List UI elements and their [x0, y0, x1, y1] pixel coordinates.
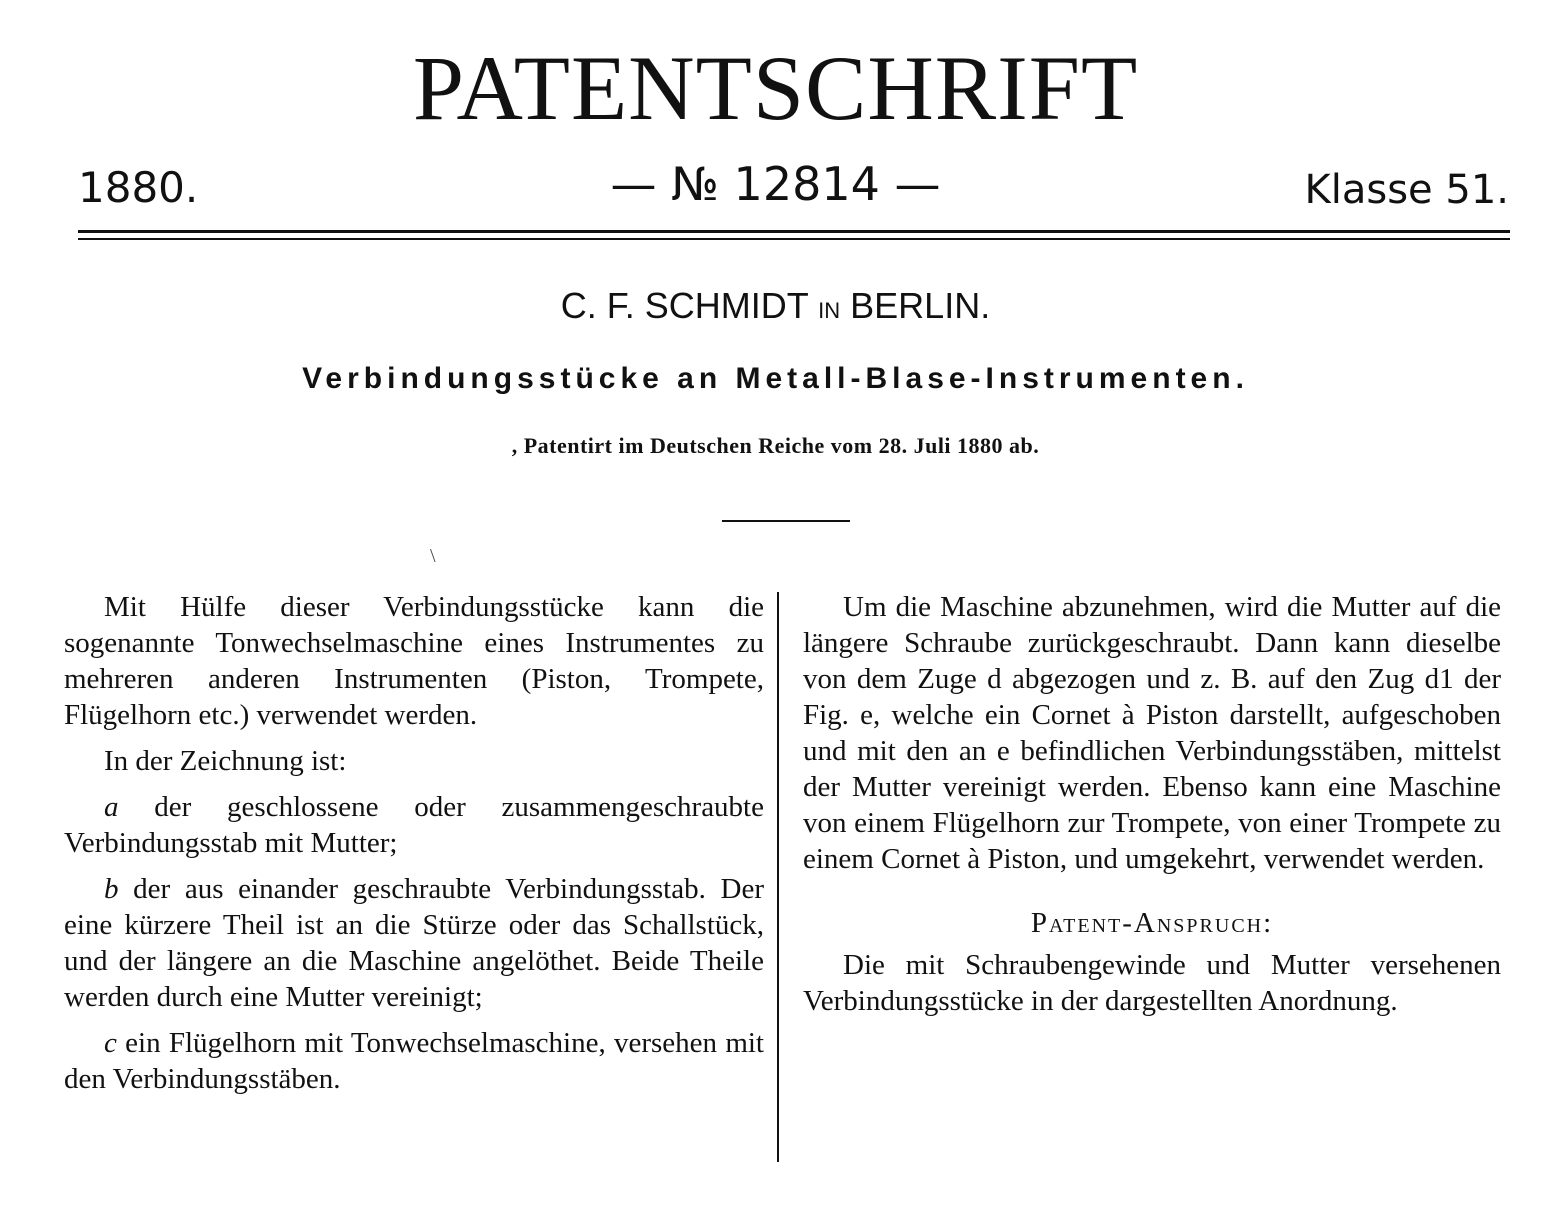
right-column — [803, 589, 1501, 1029]
left-column — [64, 589, 764, 1107]
left-paragraph-3 — [64, 789, 764, 861]
patent-class: Klasse 51. — [1304, 167, 1509, 213]
header-rule-thin — [78, 238, 1510, 240]
figure-label-b: b — [104, 873, 119, 905]
left-paragraph-1: Mit Hülfe dieser Verbindungsstücke kann die sogenannte Tonwechselmaschine eines Instrumentes zu mehreren anderen Instrumenten (Piston, Trompete, Flügelhorn etc.) verwendet werden. — [64, 591, 764, 731]
patent-number: — № 12814 — — [610, 157, 941, 211]
patent-subject: Verbindungsstücke an Metall-Blase-Instrumenten. — [302, 362, 1249, 395]
applicant-line — [0, 282, 1551, 335]
left-paragraph-2: In der Zeichnung ist: — [104, 745, 347, 777]
patented-date-line: , Patentirt im Deutschen Reiche vom 28. Juli 1880 ab. — [511, 433, 1040, 458]
applicant-name: C. F. SCHMIDT — [560, 285, 809, 326]
left-paragraph-4-text: der aus einander geschraubte Verbindungsstab. Der eine kürzere Theil ist an die Stürze oder das Schallstück, und der längere an die Maschine angelöthet. Beide Theile werden durch eine Mutter vereinigt; — [64, 873, 764, 1013]
header-rule-thick — [78, 230, 1510, 233]
figure-label-c: c — [104, 1027, 117, 1059]
claim-heading: Patent-Anspruch: — [1030, 907, 1274, 939]
right-paragraph-1: Um die Maschine abzunehmen, wird die Mutter auf die längere Schraube zurückgeschraubt. Dann kann dieselbe von dem Zuge d abgezogen und z. B. auf den Zug d1 der Fig. e, welche ein Cornet à Piston darstellt, aufgeschoben und mit den an e befindlichen Verbindungsstäben, mittelst der Mutter vereinigt werden. Ebenso kann eine Maschine von einem Flügelhorn zur Trompete, von einer Trompete zu einem Cornet à Piston, und umgekehrt, verwendet werden. — [803, 591, 1501, 875]
stray-mark: \ — [430, 545, 436, 567]
document-title: PATENTSCHRIFT — [412, 37, 1139, 139]
claim-text: Die mit Schraubengewinde und Mutter versehenen Verbindungsstücke in der dargestellten Anordnung. — [803, 949, 1501, 1017]
applicant-in: IN — [818, 298, 841, 323]
left-paragraph-4 — [64, 871, 764, 1015]
applicant-city: BERLIN. — [850, 285, 991, 326]
column-divider — [777, 592, 779, 1162]
left-paragraph-3-text: der geschlossene oder zusammengeschraubte Verbindungsstab mit Mutter; — [64, 791, 764, 859]
figure-label-a: a — [104, 791, 119, 823]
left-paragraph-5-text: ein Flügelhorn mit Tonwechselmaschine, versehen mit den Verbindungsstäben. — [64, 1027, 764, 1095]
section-divider — [722, 520, 850, 522]
patent-year: 1880. — [78, 163, 199, 212]
left-paragraph-5 — [64, 1025, 764, 1097]
